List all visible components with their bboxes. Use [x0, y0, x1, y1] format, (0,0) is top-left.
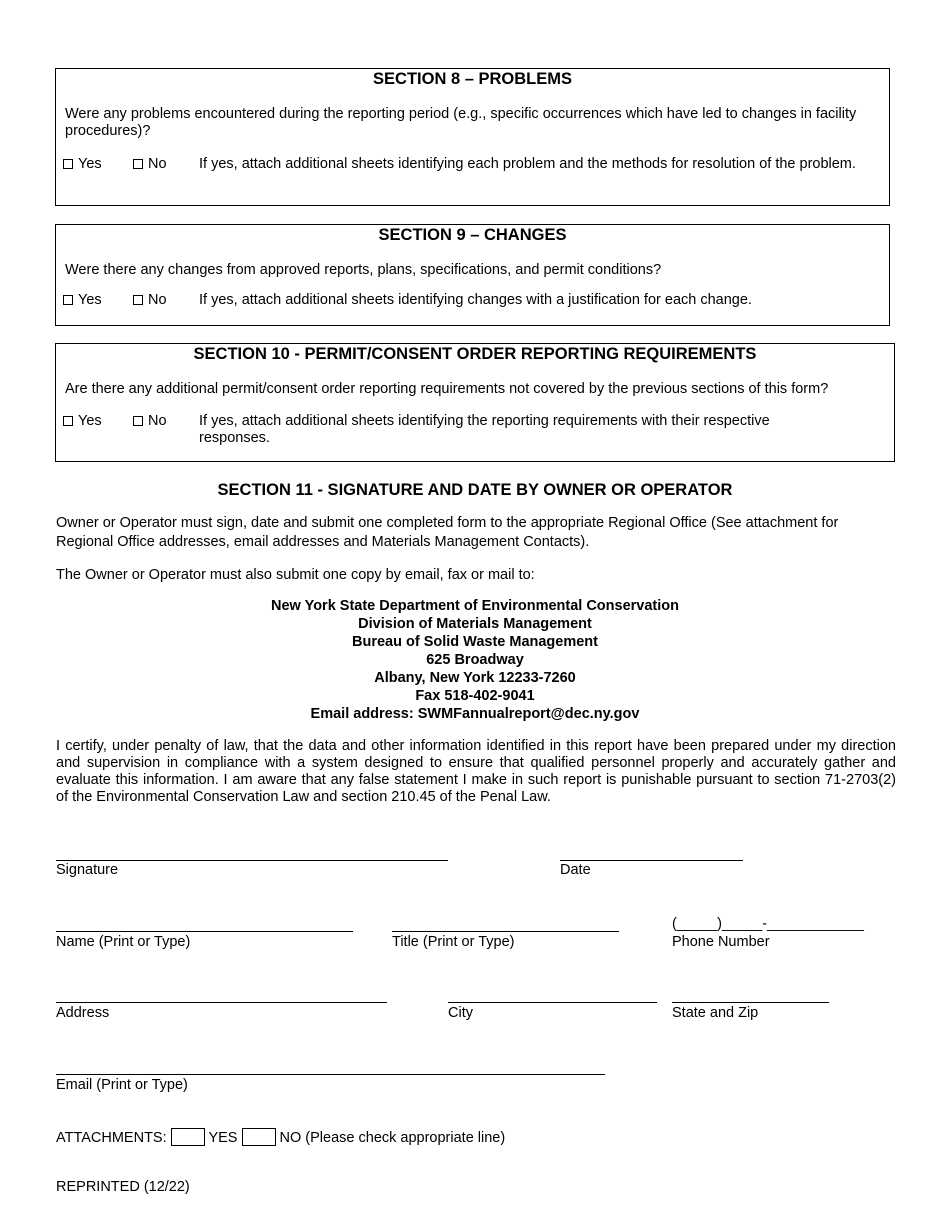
- section-9-yes-option[interactable]: [63, 292, 102, 309]
- address-line: Bureau of Solid Waste Management: [352, 634, 598, 650]
- section-9-yes-label: Yes: [78, 292, 102, 308]
- attachments-yes-box[interactable]: [171, 1128, 205, 1146]
- phone-number-field[interactable]: (_____)_____-____________: [672, 916, 864, 932]
- address-line: New York State Department of Environmental Conservation: [271, 598, 679, 614]
- address-line: 625 Broadway: [426, 652, 524, 668]
- attachments-no-box[interactable]: [242, 1128, 276, 1146]
- section-8-yes-label: Yes: [78, 156, 102, 172]
- certification-statement: I certify, under penalty of law, that the data and other information identified in this report have been prepared under my direction and supervision in compliance with a system designed to ensure that qualified personnel properly and accurately gather and evaluate this information. I am aware that any false statement I make in such report is punishable pursuant to section 71-2703(2) of the Environmental Conservation Law and section 210.45 of the Penal Law.: [56, 738, 896, 805]
- section-8-question: Were any problems encountered during the reporting period (e.g., specific occurrences which have led to changes in facility procedures)?: [65, 106, 857, 139]
- section-9-no-option[interactable]: [133, 292, 167, 309]
- address-label: Address: [56, 1005, 110, 1021]
- phone-label: Phone Number: [672, 934, 770, 950]
- section-9-question: Were there any changes from approved reports, plans, specifications, and permit conditions?: [65, 262, 662, 278]
- name-line[interactable]: [56, 931, 353, 932]
- signature-label: Signature: [56, 862, 119, 878]
- section-9-box: [55, 224, 890, 326]
- section-11-instructions: Owner or Operator must sign, date and submit one completed form to the appropriate Regional Office (See attachment for Regional Office addresses, email addresses and Materials Management Contacts).: [56, 515, 839, 550]
- date-line[interactable]: [560, 860, 743, 861]
- section-10-yes-checkbox[interactable]: [63, 416, 73, 426]
- name-label: Name (Print or Type): [56, 934, 191, 950]
- section-9-no-checkbox[interactable]: [133, 295, 143, 305]
- section-11-title: SECTION 11 - SIGNATURE AND DATE BY OWNER OR OPERATOR: [217, 481, 733, 499]
- section-9-yes-checkbox[interactable]: [63, 295, 73, 305]
- address-line-field[interactable]: [56, 1002, 387, 1003]
- section-10-yes-label: Yes: [78, 413, 102, 429]
- section-8-yes-checkbox[interactable]: [63, 159, 73, 169]
- date-label: Date: [560, 862, 591, 878]
- signature-line[interactable]: [56, 860, 448, 861]
- section-10-no-label: No: [148, 413, 167, 429]
- section-8-no-label: No: [148, 156, 167, 172]
- section-9-title: SECTION 9 – CHANGES: [378, 226, 567, 244]
- city-label: City: [448, 1005, 473, 1021]
- address-line: Albany, New York 12233-7260: [374, 670, 576, 686]
- section-10-no-option[interactable]: [133, 413, 167, 430]
- section-9-instruction: If yes, attach additional sheets identifying changes with a justification for each change.: [199, 292, 752, 308]
- section-8-no-checkbox[interactable]: [133, 159, 143, 169]
- section-10-no-checkbox[interactable]: [133, 416, 143, 426]
- section-8-box: [55, 68, 890, 206]
- section-10-title: SECTION 10 - PERMIT/CONSENT ORDER REPORTING REQUIREMENTS: [193, 345, 757, 363]
- attachments-row: [56, 1128, 505, 1148]
- title-label: Title (Print or Type): [392, 934, 515, 950]
- reprint-date: REPRINTED (12/22): [56, 1179, 190, 1195]
- section-8-yes-option[interactable]: [63, 156, 102, 173]
- section-10-instruction: If yes, attach additional sheets identifying the reporting requirements with their respective responses.: [199, 413, 770, 446]
- section-10-box: [55, 343, 895, 462]
- email-line[interactable]: [56, 1074, 605, 1075]
- address-email: Email address: SWMFannualreport@dec.ny.gov: [310, 706, 640, 722]
- section-10-question: Are there any additional permit/consent order reporting requirements not covered by the previous sections of this form?: [65, 381, 829, 397]
- attachments-no-label: NO (Please check appropriate line): [279, 1130, 506, 1146]
- email-label: Email (Print or Type): [56, 1077, 188, 1093]
- section-9-no-label: No: [148, 292, 167, 308]
- title-line[interactable]: [392, 931, 619, 932]
- state-zip-line[interactable]: [672, 1002, 829, 1003]
- address-line: Division of Materials Management: [358, 616, 592, 632]
- state-zip-label: State and Zip: [672, 1005, 759, 1021]
- attachments-yes-label: YES: [208, 1130, 238, 1146]
- section-8-no-option[interactable]: [133, 156, 167, 173]
- address-line: Fax 518-402-9041: [415, 688, 535, 704]
- city-line[interactable]: [448, 1002, 657, 1003]
- section-11-submit-copy: The Owner or Operator must also submit one copy by email, fax or mail to:: [56, 567, 535, 583]
- section-8-title: SECTION 8 – PROBLEMS: [373, 70, 572, 88]
- attachments-label: ATTACHMENTS:: [56, 1130, 167, 1146]
- section-10-yes-option[interactable]: [63, 413, 102, 430]
- section-8-instruction: If yes, attach additional sheets identifying each problem and the methods for resolution of the problem.: [199, 156, 856, 172]
